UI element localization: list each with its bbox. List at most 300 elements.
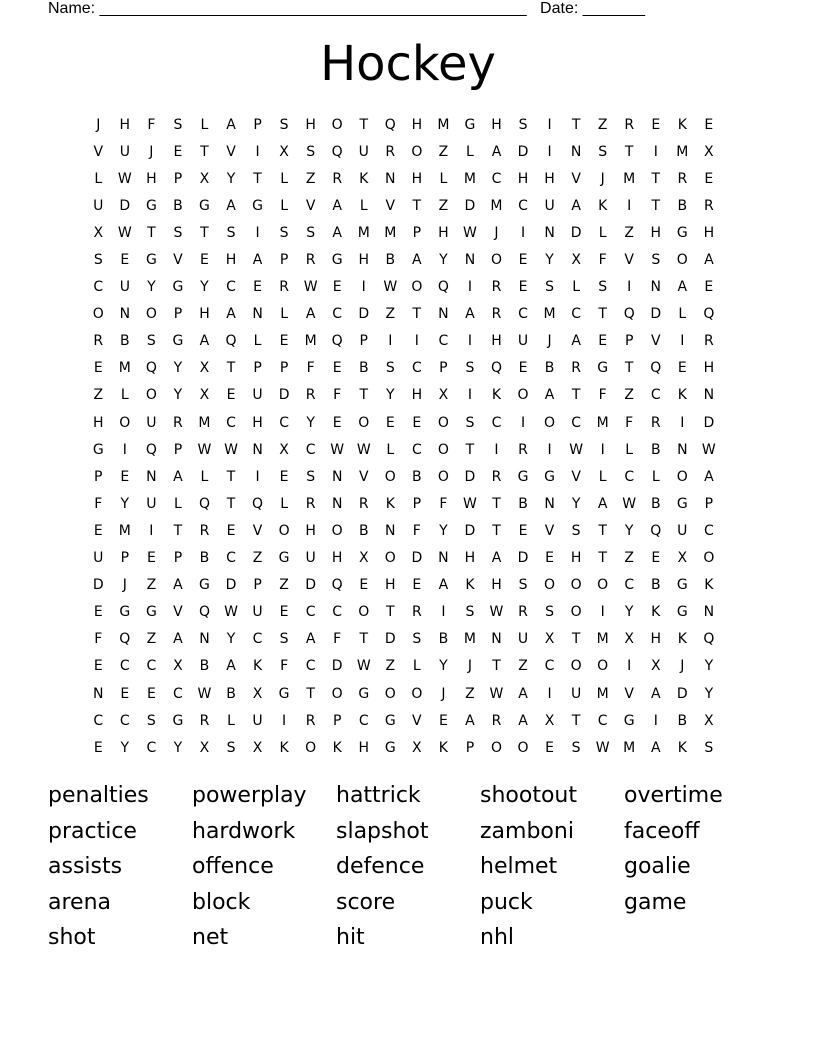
grid-letter: X	[412, 739, 422, 756]
grid-letter: A	[438, 577, 449, 594]
grid-letter: V	[358, 468, 369, 485]
grid-letter: B	[199, 550, 210, 567]
grid-row	[85, 382, 722, 409]
grid-letter: G	[384, 739, 396, 756]
grid-letter: D	[278, 387, 290, 404]
grid-letter: D	[676, 685, 688, 702]
grid-letter: I	[494, 441, 499, 458]
word-list-item: assists	[48, 854, 123, 880]
grid-letter: T	[598, 522, 607, 539]
grid-letter: Y	[624, 604, 634, 621]
grid-letter: R	[358, 495, 369, 512]
grid-letter: X	[199, 360, 210, 377]
grid-letter: D	[92, 577, 104, 594]
grid-letter: W	[117, 224, 132, 241]
grid-letter: G	[358, 685, 370, 702]
grid-letter: C	[305, 441, 316, 458]
grid-letter: W	[701, 441, 716, 458]
grid-letter: P	[704, 495, 714, 512]
grid-letter: M	[596, 685, 609, 702]
word-list-item: nhl	[480, 925, 514, 951]
grid-row	[85, 626, 722, 653]
grid-letter: U	[570, 685, 582, 702]
grid-letter: Y	[624, 522, 634, 539]
grid-letter: S	[412, 631, 422, 648]
grid-letter: O	[411, 143, 423, 160]
word-list-item: score	[336, 889, 396, 915]
grid-letter: K	[279, 739, 289, 756]
grid-letter: P	[359, 333, 368, 350]
grid-letter: U	[358, 143, 369, 160]
grid-letter: Z	[93, 387, 104, 404]
grid-letter: H	[703, 360, 715, 377]
grid-letter: H	[544, 170, 555, 187]
grid-row	[85, 707, 722, 734]
grid-letter: E	[518, 252, 528, 269]
grid-letter: E	[412, 577, 422, 594]
grid-letter: S	[279, 116, 289, 133]
grid-letter: D	[305, 577, 317, 594]
grid-letter: O	[676, 252, 688, 269]
grid-letter: Y	[173, 387, 183, 404]
grid-letter: B	[120, 333, 130, 350]
grid-letter: E	[545, 739, 554, 756]
grid-letter: C	[703, 522, 714, 539]
grid-letter: R	[305, 252, 316, 269]
grid-letter: L	[227, 712, 235, 729]
grid-letter: R	[199, 522, 210, 539]
grid-letter: I	[680, 333, 685, 350]
grid-letter: C	[226, 414, 236, 431]
grid-letter: E	[120, 468, 130, 485]
grid-letter: H	[570, 550, 582, 567]
grid-letter: E	[704, 279, 714, 296]
grid-letter: G	[331, 252, 343, 269]
grid-letter: K	[598, 197, 608, 214]
grid-letter: W	[224, 604, 238, 621]
grid-letter: J	[149, 143, 154, 160]
grid-letter: G	[623, 712, 635, 729]
grid-letter: Q	[252, 495, 264, 512]
grid-letter: N	[438, 306, 449, 323]
grid-letter: O	[517, 387, 529, 404]
grid-letter: S	[306, 224, 316, 241]
grid-letter: C	[173, 685, 183, 702]
grid-letter: I	[627, 658, 632, 675]
grid-letter: F	[625, 414, 634, 431]
grid-letter: I	[414, 333, 419, 350]
grid-letter: O	[331, 116, 343, 133]
grid-letter: N	[438, 550, 449, 567]
grid-letter: Y	[306, 414, 315, 431]
grid-letter: N	[650, 279, 661, 296]
grid-letter: E	[146, 685, 156, 702]
grid-letter: Q	[703, 306, 715, 323]
grid-letter: E	[412, 414, 422, 431]
grid-letter: H	[358, 252, 369, 269]
grid-letter: W	[330, 441, 345, 458]
grid-letter: L	[200, 116, 209, 133]
grid-letter: O	[437, 468, 449, 485]
grid-letter: Y	[439, 252, 448, 269]
grid-letter: I	[600, 441, 605, 458]
grid-letter: A	[226, 658, 236, 675]
grid-letter: L	[280, 495, 288, 512]
grid-letter: W	[117, 170, 132, 187]
grid-letter: A	[412, 252, 422, 269]
grid-letter: C	[411, 360, 422, 377]
grid-letter: M	[490, 197, 503, 214]
grid-row	[85, 409, 722, 436]
grid-letter: S	[306, 143, 316, 160]
grid-letter: H	[358, 739, 369, 756]
grid-letter: Y	[120, 495, 130, 512]
grid-letter: L	[280, 306, 288, 323]
grid-letter: W	[197, 441, 212, 458]
grid-letter: W	[569, 441, 584, 458]
grid-letter: Y	[704, 685, 714, 702]
grid-letter: B	[173, 197, 183, 214]
grid-letter: E	[93, 522, 103, 539]
grid-letter: L	[386, 441, 395, 458]
grid-letter: P	[624, 333, 634, 350]
grid-letter: C	[332, 604, 343, 621]
grid-letter: I	[361, 279, 366, 296]
grid-letter: L	[94, 170, 103, 187]
grid-letter: Q	[198, 495, 210, 512]
grid-row	[85, 138, 722, 165]
grid-letter: F	[439, 495, 448, 512]
grid-letter: Y	[571, 495, 581, 512]
grid-letter: X	[199, 739, 210, 756]
grid-letter: D	[411, 550, 423, 567]
word-list-item: hardwork	[192, 818, 296, 844]
grid-row	[85, 490, 722, 517]
grid-letter: T	[147, 224, 156, 241]
grid-letter: O	[703, 550, 715, 567]
grid-letter: Y	[226, 631, 236, 648]
grid-letter: R	[518, 604, 528, 621]
grid-letter: Q	[145, 360, 157, 377]
grid-letter: H	[252, 414, 263, 431]
grid-letter: X	[173, 658, 183, 675]
grid-letter: I	[282, 712, 287, 729]
grid-letter: Z	[624, 224, 634, 241]
grid-letter: T	[571, 712, 581, 729]
grid-letter: U	[252, 604, 263, 621]
grid-letter: R	[279, 279, 289, 296]
grid-letter: Q	[650, 360, 662, 377]
grid-letter: E	[226, 522, 236, 539]
grid-letter: O	[278, 522, 290, 539]
word-list-item: hit	[336, 925, 365, 951]
grid-letter: I	[520, 224, 526, 241]
grid-letter: Q	[650, 522, 662, 539]
grid-letter: Y	[439, 522, 448, 539]
grid-letter: A	[491, 143, 502, 160]
grid-letter: K	[465, 577, 475, 594]
grid-letter: C	[597, 712, 608, 729]
grid-letter: I	[547, 441, 552, 458]
grid-letter: V	[173, 252, 183, 269]
grid-letter: I	[255, 468, 260, 485]
grid-letter: Y	[173, 360, 183, 377]
grid-letter: I	[255, 143, 260, 160]
grid-letter: X	[199, 170, 210, 187]
grid-letter: N	[146, 468, 157, 485]
grid-letter: S	[465, 414, 475, 431]
grid-letter: M	[384, 224, 397, 241]
grid-letter: H	[93, 414, 104, 431]
grid-letter: R	[703, 197, 714, 214]
grid-letter: X	[438, 387, 449, 404]
grid-letter: L	[572, 279, 581, 296]
grid-letter: A	[597, 495, 608, 512]
grid-letter: E	[518, 522, 528, 539]
grid-letter: Q	[119, 631, 131, 648]
grid-letter: A	[491, 550, 502, 567]
grid-letter: R	[491, 306, 502, 323]
grid-letter: Q	[331, 143, 343, 160]
word-list-item: goalie	[624, 854, 691, 880]
grid-letter: O	[544, 414, 556, 431]
grid-letter: O	[411, 685, 423, 702]
grid-letter: J	[680, 658, 685, 675]
grid-letter: E	[359, 577, 369, 594]
grid-letter: M	[596, 631, 609, 648]
grid-letter: V	[571, 468, 581, 485]
grid-letter: P	[120, 550, 130, 567]
grid-letter: Y	[226, 170, 236, 187]
grid-row	[85, 328, 722, 355]
grid-letter: W	[489, 685, 504, 702]
grid-letter: N	[544, 495, 555, 512]
grid-letter: I	[547, 116, 552, 133]
grid-letter: A	[173, 468, 183, 485]
grid-letter: N	[331, 495, 343, 512]
grid-letter: C	[491, 170, 502, 187]
grid-letter: R	[491, 712, 502, 729]
grid-row	[85, 734, 722, 761]
grid-letter: T	[359, 116, 369, 133]
grid-letter: G	[145, 197, 157, 214]
grid-letter: M	[543, 306, 556, 323]
grid-letter: L	[280, 170, 288, 187]
grid-letter: N	[491, 631, 502, 648]
grid-letter: V	[173, 604, 183, 621]
grid-letter: M	[118, 522, 131, 539]
grid-letter: B	[385, 252, 396, 269]
grid-letter: X	[571, 252, 581, 269]
grid-letter: H	[491, 116, 502, 133]
grid-letter: X	[624, 631, 634, 648]
grid-letter: N	[385, 522, 396, 539]
grid-letter: P	[253, 577, 262, 594]
grid-letter: A	[305, 631, 316, 648]
grid-letter: S	[598, 279, 608, 296]
word-list-item: puck	[480, 889, 533, 915]
grid-letter: I	[680, 414, 685, 431]
grid-letter: B	[677, 712, 688, 729]
grid-letter: D	[358, 306, 370, 323]
grid-letter: Z	[305, 170, 316, 187]
grid-letter: T	[306, 685, 315, 702]
grid-letter: O	[331, 522, 343, 539]
grid-letter: A	[305, 306, 316, 323]
grid-letter: D	[384, 631, 396, 648]
grid-letter: Y	[545, 252, 554, 269]
grid-letter: C	[518, 197, 528, 214]
grid-letter: Z	[624, 550, 634, 567]
grid-letter: C	[411, 441, 422, 458]
grid-letter: E	[704, 116, 714, 133]
grid-letter: L	[466, 143, 474, 160]
grid-letter: O	[384, 468, 396, 485]
grid-letter: S	[545, 279, 555, 296]
grid-letter: E	[93, 604, 103, 621]
grid-letter: B	[358, 360, 369, 377]
grid-letter: T	[253, 170, 262, 187]
grid-letter: N	[93, 685, 104, 702]
grid-letter: S	[226, 224, 236, 241]
grid-letter: E	[518, 360, 528, 377]
grid-letter: V	[544, 522, 555, 539]
grid-letter: E	[93, 360, 103, 377]
grid-letter: H	[199, 306, 210, 323]
grid-letter: M	[304, 333, 317, 350]
grid-letter: O	[437, 441, 449, 458]
grid-letter: U	[252, 387, 263, 404]
grid-letter: P	[94, 468, 103, 485]
grid-letter: L	[598, 468, 607, 485]
grid-letter: E	[545, 550, 554, 567]
grid-letter: T	[359, 387, 369, 404]
grid-letter: F	[598, 252, 607, 269]
grid-letter: I	[255, 224, 260, 241]
grid-letter: G	[278, 685, 290, 702]
grid-letter: G	[172, 333, 184, 350]
grid-letter: M	[437, 116, 450, 133]
grid-letter: W	[595, 739, 610, 756]
grid-letter: T	[651, 197, 661, 214]
grid-letter: S	[598, 143, 608, 160]
grid-letter: E	[651, 550, 661, 567]
grid-letter: G	[676, 577, 688, 594]
grid-row	[85, 355, 722, 382]
grid-letter: S	[518, 116, 528, 133]
grid-letter: P	[465, 739, 475, 756]
grid-letter: C	[146, 658, 157, 675]
grid-letter: E	[332, 414, 342, 431]
grid-letter: R	[624, 116, 635, 133]
grid-letter: H	[385, 577, 396, 594]
word-list	[48, 778, 768, 956]
grid-row	[85, 463, 722, 490]
word-list-item: net	[192, 925, 229, 951]
grid-letter: I	[122, 441, 127, 458]
grid-letter: O	[384, 685, 396, 702]
grid-letter: E	[332, 279, 342, 296]
grid-letter: G	[199, 197, 210, 214]
grid-letter: L	[359, 197, 368, 214]
grid-letter: A	[650, 739, 661, 756]
grid-letter: C	[438, 333, 449, 350]
grid-letter: W	[489, 604, 504, 621]
grid-letter: G	[199, 577, 210, 594]
grid-letter: F	[333, 631, 342, 648]
grid-letter: R	[518, 441, 528, 458]
grid-letter: C	[305, 604, 316, 621]
grid-letter: X	[279, 441, 289, 458]
grid-letter: C	[332, 306, 343, 323]
grid-letter: M	[198, 414, 211, 431]
grid-letter: S	[226, 739, 236, 756]
grid-letter: I	[467, 333, 472, 350]
grid-row	[85, 192, 722, 219]
grid-letter: T	[465, 441, 475, 458]
grid-letter: E	[438, 712, 448, 729]
grid-letter: C	[571, 306, 581, 323]
grid-letter: A	[571, 333, 581, 350]
grid-letter: F	[94, 631, 103, 648]
grid-row	[85, 653, 722, 680]
grid-letter: C	[624, 468, 635, 485]
grid-letter: U	[517, 333, 529, 350]
grid-letter: L	[651, 468, 660, 485]
grid-letter: C	[226, 550, 236, 567]
grid-letter: E	[598, 333, 608, 350]
grid-letter: U	[677, 522, 688, 539]
grid-letter: B	[358, 522, 369, 539]
grid-letter: A	[173, 631, 183, 648]
grid-letter: Q	[437, 279, 449, 296]
grid-letter: M	[596, 414, 609, 431]
grid-row	[85, 545, 722, 572]
grid-letter: P	[173, 170, 183, 187]
grid-letter: O	[597, 577, 609, 594]
grid-letter: R	[491, 468, 502, 485]
grid-letter: L	[412, 658, 421, 675]
word-list-item: shootout	[480, 783, 577, 808]
grid-letter: Q	[703, 631, 715, 648]
grid-letter: L	[280, 197, 288, 214]
grid-letter: A	[226, 116, 236, 133]
grid-letter: G	[384, 712, 396, 729]
grid-row	[85, 111, 722, 138]
grid-letter: T	[412, 306, 422, 323]
grid-letter: H	[650, 631, 662, 648]
grid-letter: T	[386, 604, 395, 621]
grid-letter: N	[703, 387, 715, 404]
grid-letter: L	[174, 495, 182, 512]
grid-letter: E	[677, 360, 687, 377]
grid-letter: M	[623, 170, 636, 187]
grid-letter: E	[120, 252, 130, 269]
grid-row	[85, 599, 722, 626]
grid-letter: U	[119, 143, 130, 160]
grid-letter: B	[677, 197, 688, 214]
grid-letter: O	[145, 387, 157, 404]
grid-letter: V	[226, 143, 236, 160]
word-list-item: defence	[336, 854, 425, 880]
grid-letter: N	[199, 631, 210, 648]
grid-letter: A	[173, 577, 183, 594]
grid-letter: Z	[597, 116, 608, 133]
grid-letter: G	[517, 468, 529, 485]
grid-letter: K	[359, 170, 369, 187]
grid-letter: W	[622, 495, 637, 512]
grid-letter: R	[93, 333, 104, 350]
